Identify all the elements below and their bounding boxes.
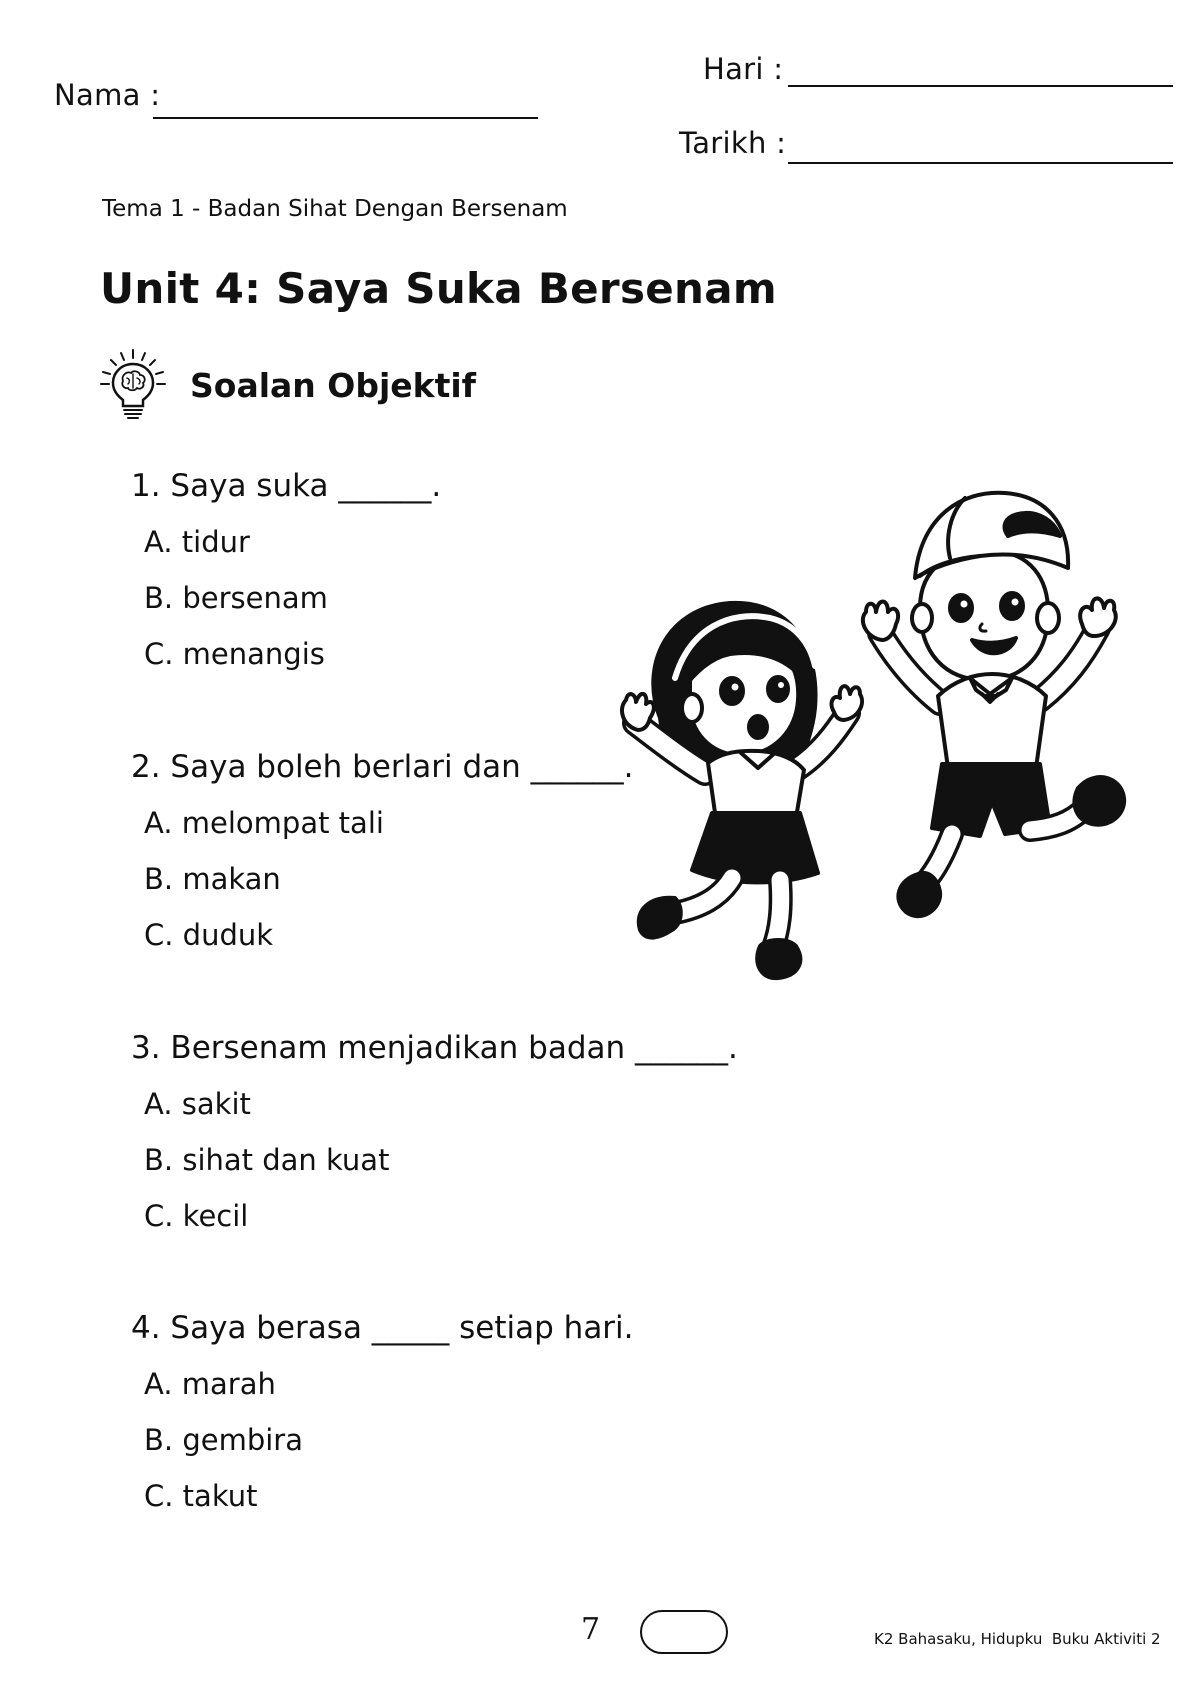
question-text: 1. Saya suka ______. <box>131 468 442 504</box>
children-jumping-illustration <box>620 468 1180 988</box>
option-c[interactable]: C. kecil <box>144 1199 249 1233</box>
score-box[interactable] <box>640 1610 728 1654</box>
day-label: Hari : <box>703 52 784 86</box>
option-c[interactable]: C. takut <box>144 1479 258 1513</box>
unit-title: Unit 4: Saya Suka Bersenam <box>100 264 777 313</box>
option-c[interactable]: C. duduk <box>144 918 274 952</box>
question-3 <box>131 1028 781 1252</box>
page-number: 7 <box>581 1612 601 1647</box>
name-field[interactable] <box>153 117 538 119</box>
option-b[interactable]: B. makan <box>144 862 281 896</box>
section-title: Soalan Objektif <box>190 366 477 405</box>
book-title-footer: K2 Bahasaku, Hidupku Buku Aktiviti 2 <box>874 1630 1161 1648</box>
option-b[interactable]: B. bersenam <box>144 581 328 615</box>
day-field[interactable] <box>788 85 1173 87</box>
question-4 <box>131 1308 781 1532</box>
option-c[interactable]: C. menangis <box>144 637 325 671</box>
question-text: 2. Saya boleh berlari dan ______. <box>131 749 634 785</box>
date-label: Tarikh : <box>679 126 787 160</box>
theme-line: Tema 1 - Badan Sihat Dengan Bersenam <box>102 196 568 222</box>
option-a[interactable]: A. melompat tali <box>144 806 384 840</box>
question-text: 3. Bersenam menjadikan badan ______. <box>131 1030 738 1066</box>
date-field[interactable] <box>788 162 1173 164</box>
option-list <box>144 1084 781 1252</box>
lightbulb-brain-icon <box>97 348 169 422</box>
name-label: Nama : <box>54 78 161 112</box>
option-a[interactable]: A. tidur <box>144 525 250 559</box>
option-a[interactable]: A. sakit <box>144 1087 251 1121</box>
option-list <box>144 1364 781 1532</box>
option-b[interactable]: B. gembira <box>144 1423 303 1457</box>
question-text: 4. Saya berasa _____ setiap hari. <box>131 1310 634 1346</box>
option-a[interactable]: A. marah <box>144 1367 276 1401</box>
option-b[interactable]: B. sihat dan kuat <box>144 1143 390 1177</box>
